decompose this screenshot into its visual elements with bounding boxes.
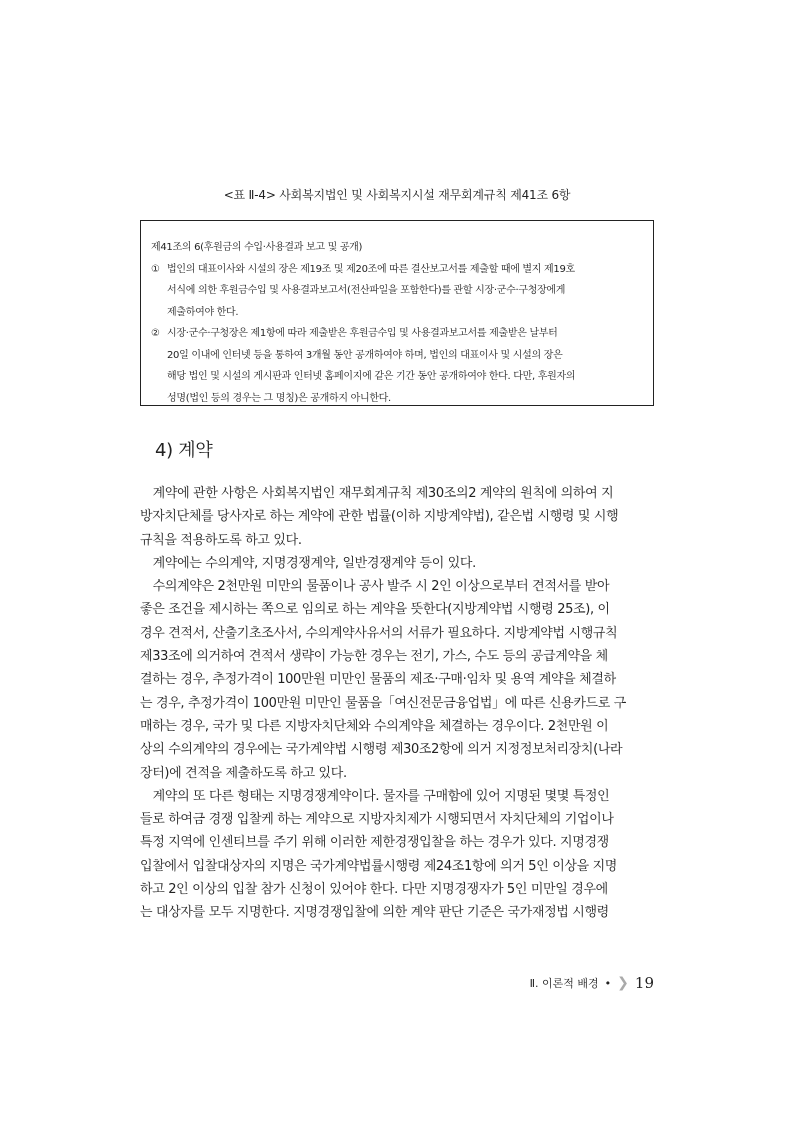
bullet-icon: •: [604, 976, 612, 990]
chapter-label: Ⅱ. 이론적 배경: [529, 977, 599, 990]
table-caption: <표 Ⅱ-4> 사회복지법인 및 사회복지시설 재무회계규칙 제41조 6항: [223, 188, 571, 202]
page-footer: [530, 974, 654, 992]
clause-line: 서식에 의한 후원금수입 및 사용결과보고서(전산파일을 포함한다)를 관할 시장·군수·구청장에게: [167, 285, 566, 296]
clause-line: 시장·군수·구청장은 제1항에 따라 제출받은 후원금수입 및 사용결과보고서를 제출받은 날부터: [167, 328, 558, 339]
law-excerpt-box: [140, 220, 654, 406]
body-line: 제33조에 의거하여 견적서 생략이 가능한 경우는 전기, 가스, 수도 등의 공급계약을 체: [140, 649, 608, 665]
body-line: 계약에 관한 사항은 사회복지법인 재무회계규칙 제30조의2 계약의 원칙에 의하여 지: [140, 486, 614, 501]
law-clause: [151, 259, 643, 324]
body-text: [140, 482, 654, 925]
body-line: 들로 하여금 경쟁 입찰케 하는 계약으로 지방자치제가 시행되면서 자치단체의 기업이나: [140, 812, 614, 828]
body-line: 좋은 조건을 제시하는 쪽으로 임의로 하는 계약을 뜻한다(지방계약법 시행령 25조), 이: [140, 602, 610, 618]
clause-line: 법인의 대표이사와 시설의 장은 제19조 및 제20조에 따른 결산보고서를 제출할 때에 별지 제19호: [167, 263, 575, 275]
body-line: 경우 견적서, 산출기초조사서, 수의계약사유서의 서류가 필요하다. 지방계약법 시행규칙: [140, 625, 618, 641]
clause-number: ①: [151, 263, 160, 275]
body-line: 방자치단체를 당사자로 하는 계약에 관한 법률(이하 지방계약법), 같은법 시행령 및 시행: [140, 509, 619, 525]
law-clause: [151, 323, 643, 409]
body-line: 상의 수의계약의 경우에는 국가계약법 시행령 제30조2항에 의거 지정정보처리장치(나라: [140, 742, 623, 758]
clause-line: 성명(법인 등의 경우는 그 명칭)은 공개하지 아니한다.: [167, 392, 391, 404]
body-line: 규칙을 적용하도록 하고 있다.: [140, 532, 302, 548]
body-line: 계약에는 수의계약, 지명경쟁계약, 일반경쟁계약 등이 있다.: [140, 555, 476, 571]
body-line: 계약의 또 다른 형태는 지명경쟁계약이다. 물자를 구매함에 있어 지명된 몇몇 특정인: [140, 788, 610, 804]
body-line: 장터)에 견적을 제출하도록 하고 있다.: [140, 765, 347, 781]
body-line: 매하는 경우, 국가 및 다른 지방자치단체와 수의계약을 체결하는 경우이다. 2천만원 이: [140, 718, 609, 734]
clause-line: 해당 법인 및 시설의 게시판과 인터넷 홈페이지에 같은 기간 동안 공개하여야 한다. 다만, 후원자의: [167, 371, 576, 382]
clause-number: ②: [151, 328, 160, 339]
body-line: 수의계약은 2천만원 미만의 물품이나 공사 발주 시 2인 이상으로부터 견적서를 받아: [140, 579, 610, 595]
law-article-title: 제41조의 6(후원금의 수입·사용결과 보고 및 공개): [151, 242, 363, 253]
clause-line: 20일 이내에 인터넷 등을 통하여 3개월 동안 공개하여야 하며, 법인의 대표이사 및 시설의 장은: [167, 349, 563, 361]
clause-line: 제출하여야 한다.: [167, 306, 239, 318]
page-number: 19: [634, 974, 654, 992]
body-line: 는 대상자를 모두 지명한다. 지명경쟁입찰에 의한 계약 판단 기준은 국가재정법 시행령: [140, 905, 609, 921]
body-line: 하고 2인 이상의 입찰 참가 신청이 있어야 한다. 다만 지명경쟁자가 5인 미만일 경우에: [140, 882, 608, 898]
section-heading: 4) 계약: [155, 440, 213, 461]
body-line: 특정 지역에 인센티브를 주기 위해 이러한 제한경쟁입찰을 하는 경우가 있다. 지명경쟁: [140, 835, 609, 851]
body-line: 결하는 경우, 추정가격이 100만원 미만인 물품의 제조·구매·임차 및 용역 계약을 체결하: [140, 672, 616, 688]
body-line: 는 경우, 추정가격이 100만원 미만인 물품을「여신전문금융업법」에 따른 신용카드로 구: [140, 695, 626, 711]
body-line: 입찰에서 입찰대상자의 지명은 국가계약법률시행령 제24조1항에 의거 5인 이상을 지명: [140, 858, 618, 874]
chevron-right-icon: ❯: [617, 975, 629, 991]
